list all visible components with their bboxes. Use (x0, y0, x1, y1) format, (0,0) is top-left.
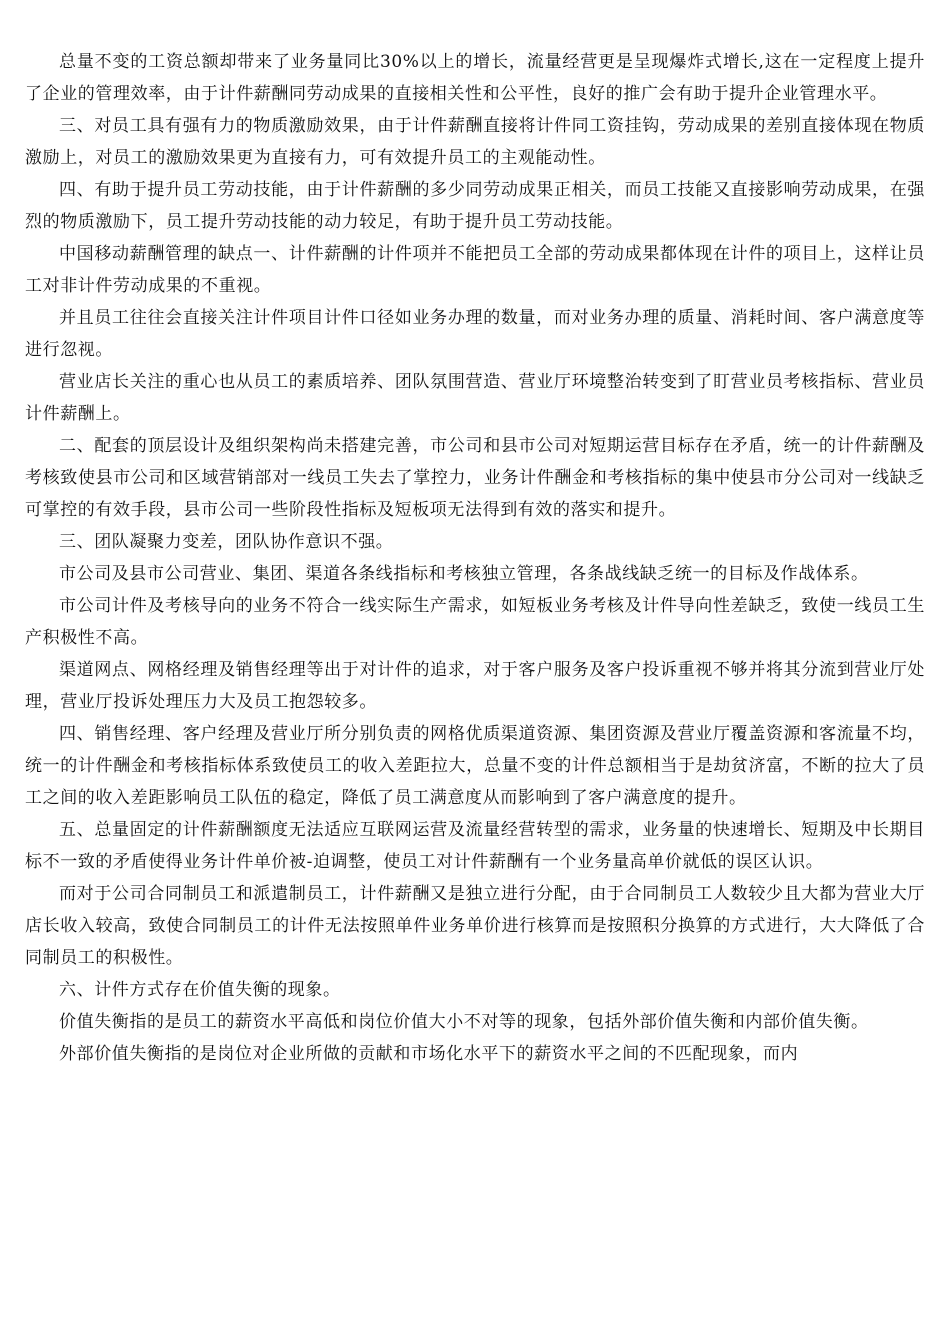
paragraph: 五、总量固定的计件薪酬额度无法适应互联网运营及流量经营转型的需求，业务量的快速增长、短期及中长期目标不一致的矛盾使得业务计件单价被-迫调整，使员工对计件薪酬有一个业务量高单价就低的误区认识。 (25, 820, 925, 872)
paragraph: 市公司计件及考核导向的业务不符合一线实际生产需求，如短板业务考核及计件导向性差缺乏，致使一线员工生产积极性不高。 (25, 596, 925, 648)
paragraph: 而对于公司合同制员工和派遣制员工，计件薪酬又是独立进行分配，由于合同制员工人数较少且大都为营业大厅店长收入较高，致使合同制员工的计件无法按照单件业务单价进行核算而是按照积分换算的方式进行，大大降低了合同制员工的积极性。 (25, 884, 925, 968)
paragraph: 六、计件方式存在价值失衡的现象。 (59, 980, 341, 1000)
paragraph: 三、对员工具有强有力的物质激励效果，由于计件薪酬直接将计件同工资挂钩，劳动成果的差别直接体现在物质激励上，对员工的激励效果更为直接有力，可有效提升员工的主观能动性。 (25, 116, 925, 168)
paragraph: 三、团队凝聚力变差，团队协作意识不强。 (59, 532, 394, 552)
paragraph: 四、有助于提升员工劳动技能，由于计件薪酬的多少同劳动成果正相关，而员工技能又直接影响劳动成果，在强烈的物质激励下，员工提升劳动技能的动力较足，有助于提升员工劳动技能。 (25, 180, 925, 232)
paragraph: 价值失衡指的是员工的薪资水平高低和岗位价值大小不对等的现象，包括外部价值失衡和内部价值失衡。 (59, 1012, 869, 1032)
paragraph: 并且员工往往会直接关注计件项目计件口径如业务办理的数量，而对业务办理的质量、消耗时间、客户满意度等进行忽视。 (25, 308, 925, 360)
paragraph: 二、配套的顶层设计及组织架构尚未搭建完善，市公司和县市公司对短期运营目标存在矛盾，统一的计件薪酬及考核致使县市公司和区域营销部对一线员工失去了掌控力，业务计件酬金和考核指标的集中使县市分公司对一线缺乏可掌控的有效手段，县市公司一些阶段性指标及短板项无法得到有效的落实和提升。 (25, 436, 925, 520)
paragraph: 四、销售经理、客户经理及营业厅所分别负责的网格优质渠道资源、集团资源及营业厅覆盖资源和客流量不均，统一的计件酬金和考核指标体系致使员工的收入差距拉大，总量不变的计件总额相当于是劫贫济富，不断的拉大了员工之间的收入差距影响员工队伍的稳定，降低了员工满意度从而影响到了客户满意度的提升。 (25, 724, 925, 808)
paragraph: 总量不变的工资总额却带来了业务量同比30%以上的增长，流量经营更是呈现爆炸式增长,这在一定程度上提升了企业的管理效率，由于计件薪酬同劳动成果的直接相关性和公平性，良好的推广会有助于提升企业管理水平。 (25, 52, 925, 104)
document-page (25, 46, 925, 1070)
paragraph: 市公司及县市公司营业、集团、渠道各条线指标和考核独立管理，各条战线缺乏统一的目标及作战体系。 (59, 564, 869, 584)
paragraph: 外部价值失衡指的是岗位对企业所做的贡献和市场化水平下的薪资水平之间的不匹配现象，而内 (59, 1044, 799, 1064)
paragraph: 中国移动薪酬管理的缺点一、计件薪酬的计件项并不能把员工全部的劳动成果都体现在计件的项目上，这样让员工对非计件劳动成果的不重视。 (25, 244, 925, 296)
paragraph: 营业店长关注的重心也从员工的素质培养、团队氛围营造、营业厅环境整治转变到了盯营业员考核指标、营业员计件薪酬上。 (25, 372, 925, 424)
paragraph: 渠道网点、网格经理及销售经理等出于对计件的追求，对于客户服务及客户投诉重视不够并将其分流到营业厅处理，营业厅投诉处理压力大及员工抱怨较多。 (25, 660, 925, 712)
